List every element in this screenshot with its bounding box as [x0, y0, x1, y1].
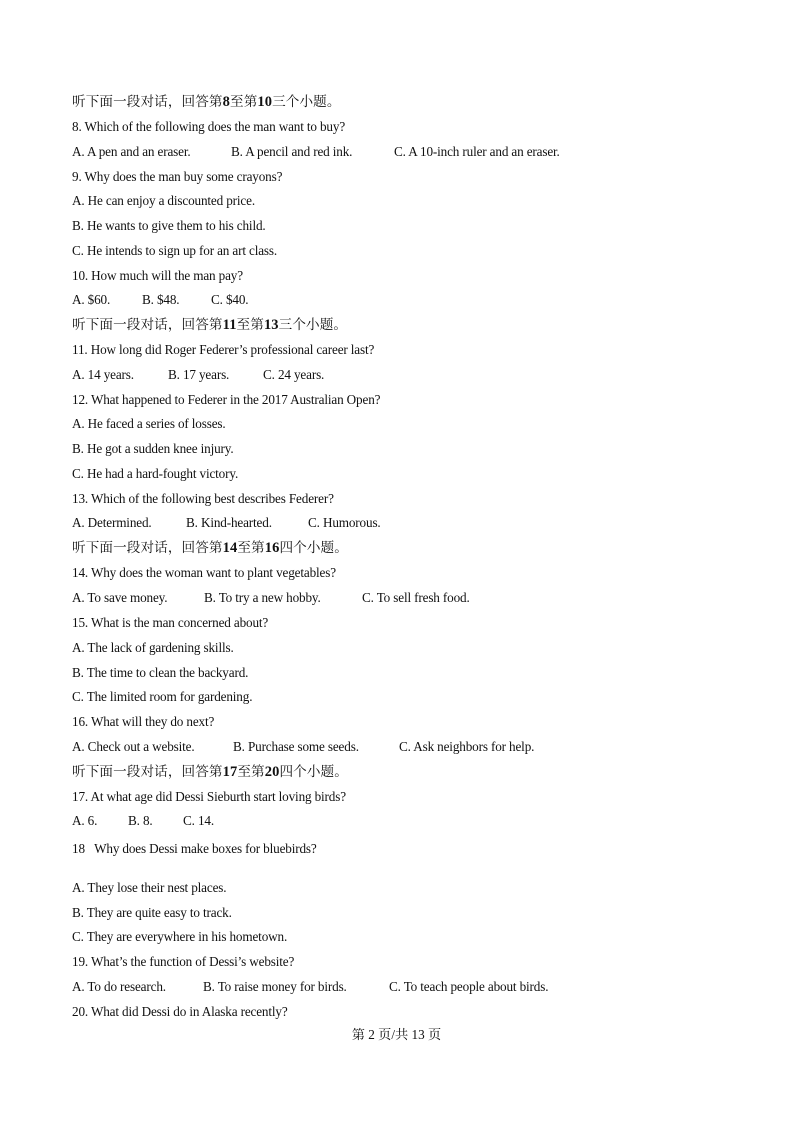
section-end-number: 20 — [264, 764, 280, 780]
section-heading-text: 至第 — [237, 764, 265, 780]
option-b: B. $48. — [142, 292, 180, 307]
options-row — [72, 979, 548, 995]
option-c: C. To teach people about birds. — [389, 979, 549, 994]
section-end-number: 10 — [257, 94, 273, 110]
question-17: 17. At what age did Dessi Sieburth start loving birds? — [72, 789, 346, 804]
options-row — [72, 367, 324, 383]
option-a: A. 14 years. — [72, 367, 134, 382]
option-b: B. They are quite easy to track. — [72, 905, 232, 920]
option-a: A. $60. — [72, 292, 111, 307]
section-heading-text: 至第 — [237, 540, 265, 556]
option-c: C. Ask neighbors for help. — [399, 739, 535, 754]
option-a: A. He can enjoy a discounted price. — [72, 193, 255, 208]
question-13: 13. Which of the following best describes Federer? — [72, 491, 334, 506]
section-heading-text: 听下面一段对话，回答第 — [72, 540, 223, 556]
option-b: B. A pencil and red ink. — [231, 144, 353, 159]
option-b: B. He got a sudden knee injury. — [72, 441, 234, 456]
section-heading-text: 听下面一段对话，回答第 — [72, 764, 223, 780]
section-heading-text: 四个小题。 — [279, 540, 348, 556]
section-heading-text: 三个小题。 — [278, 317, 348, 333]
options-row — [72, 813, 214, 829]
option-a: A. Determined. — [72, 515, 152, 530]
question-11: 11. How long did Roger Federer’s professional career last? — [72, 342, 375, 357]
page-footer: 第 2 页/共 13 页 — [351, 1027, 442, 1042]
option-c: C. A 10-inch ruler and an eraser. — [394, 144, 560, 159]
option-b: B. To try a new hobby. — [204, 590, 321, 605]
option-b: B. The time to clean the backyard. — [72, 665, 249, 680]
option-a: A. 6. — [72, 813, 98, 828]
question-10: 10. How much will the man pay? — [72, 268, 243, 283]
section-start-number: 11 — [222, 317, 237, 333]
option-a: A. To save money. — [72, 590, 168, 605]
option-b: B. 8. — [128, 813, 153, 828]
option-a: A. A pen and an eraser. — [72, 144, 191, 159]
option-a: A. He faced a series of losses. — [72, 416, 226, 431]
option-c: C. He intends to sign up for an art class. — [72, 243, 278, 258]
option-a: A. Check out a website. — [72, 739, 195, 754]
section-heading — [72, 764, 348, 780]
question-20: 20. What did Dessi do in Alaska recently? — [72, 1004, 288, 1019]
option-b: B. Kind-hearted. — [186, 515, 272, 530]
section-start-number: 14 — [222, 540, 238, 556]
option-c: C. They are everywhere in his hometown. — [72, 929, 288, 944]
option-c: C. Humorous. — [308, 515, 381, 530]
option-b: B. 17 years. — [168, 367, 230, 382]
section-end-number: 13 — [263, 317, 279, 333]
option-c: C. To sell fresh food. — [362, 590, 470, 605]
question-12: 12. What happened to Federer in the 2017 Australian Open? — [72, 392, 381, 407]
options-row — [72, 144, 560, 160]
question-9: 9. Why does the man buy some crayons? — [72, 169, 283, 184]
option-a: A. The lack of gardening skills. — [72, 640, 234, 655]
section-end-number: 16 — [264, 540, 280, 556]
option-b: B. Purchase some seeds. — [233, 739, 359, 754]
options-row — [72, 590, 470, 606]
question-18: 18 Why does Dessi make boxes for bluebirds? — [72, 841, 317, 856]
section-heading-text: 四个小题。 — [279, 764, 348, 780]
section-heading — [72, 94, 341, 110]
question-8: 8. Which of the following does the man want to buy? — [72, 119, 346, 134]
section-start-number: 8 — [222, 94, 230, 110]
option-b: B. To raise money for birds. — [203, 979, 347, 994]
section-heading-text: 三个小题。 — [272, 94, 341, 110]
section-start-number: 17 — [222, 764, 238, 780]
option-c: C. He had a hard-fought victory. — [72, 466, 239, 481]
question-19: 19. What’s the function of Dessi’s website? — [72, 954, 295, 969]
option-a: A. They lose their nest places. — [72, 880, 227, 895]
option-c: C. $40. — [211, 292, 249, 307]
options-row — [72, 739, 534, 755]
option-a: A. To do research. — [72, 979, 166, 994]
section-heading — [72, 317, 347, 333]
options-row — [72, 292, 248, 308]
question-14: 14. Why does the woman want to plant vegetables? — [72, 565, 336, 580]
option-c: C. The limited room for gardening. — [72, 689, 253, 704]
question-15: 15. What is the man concerned about? — [72, 615, 269, 630]
section-heading — [72, 540, 348, 556]
section-heading-text: 听下面一段对话，回答第 — [72, 94, 223, 110]
option-c: C. 24 years. — [263, 367, 325, 382]
section-heading-text: 听下面一段对话，回答第 — [72, 317, 223, 333]
section-heading-text: 至第 — [230, 94, 258, 110]
section-heading-text: 至第 — [236, 317, 264, 333]
options-row — [72, 515, 381, 531]
option-c: C. 14. — [183, 813, 214, 828]
option-b: B. He wants to give them to his child. — [72, 218, 266, 233]
question-16: 16. What will they do next? — [72, 714, 215, 729]
